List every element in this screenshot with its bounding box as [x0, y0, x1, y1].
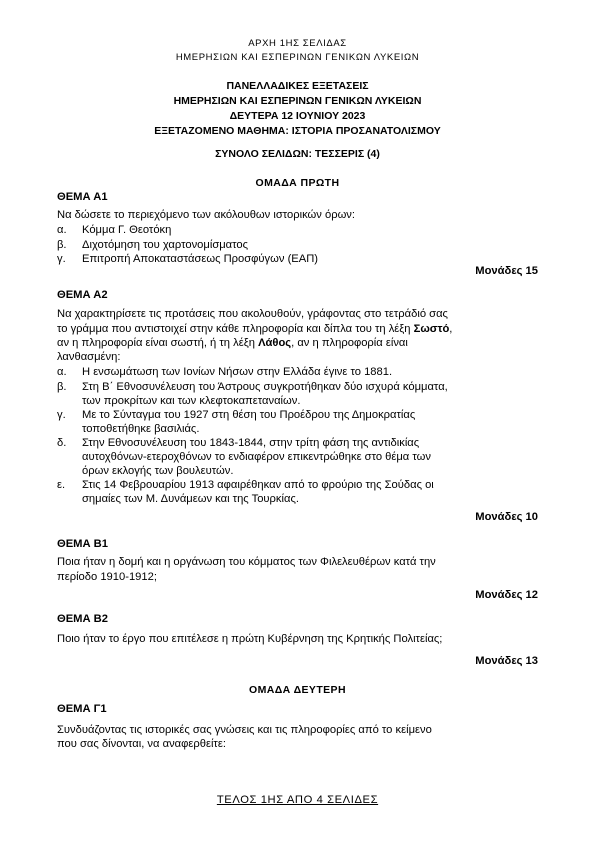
a2-item-mark: β. [57, 381, 67, 393]
a2-intro-line: Να χαρακτηρίσετε τις προτάσεις που ακολουθούν, γράφοντας στο τετράδιό σας [57, 308, 448, 320]
page-header-line2: ΗΜΕΡΗΣΙΩΝ ΚΑΙ ΕΣΠΕΡΙΝΩΝ ΓΕΝΙΚΩΝ ΛΥΚΕΙΩΝ [175, 52, 420, 63]
a2-item-text: όρων εκλογής των βουλευτών. [82, 465, 234, 477]
c1-text-line: που σας δίνονται, να αναφερθείτε: [57, 738, 226, 750]
a2-item-text: των προκρίτων και των κλεφτοκαπεταναίων. [82, 395, 301, 407]
a2-item-mark: γ. [57, 409, 66, 421]
b2-question: Ποιο ήταν το έργο που επιτέλεσε η πρώτη Κυβέρνηση της Κρητικής Πολιτείας; [57, 633, 443, 645]
a2-item-mark: α. [57, 366, 67, 378]
a1-item-mark: α. [57, 224, 67, 236]
question-a1-title: ΘΕΜΑ Α1 [57, 191, 108, 203]
a2-item-text: σημαίες των Μ. Δυνάμεων και της Τουρκίας. [82, 493, 299, 505]
a2-item-text: Η ενσωμάτωση των Ιονίων Νήσων στην Ελλάδα έγινε το 1881. [82, 366, 393, 378]
a2-item-text: Στην Εθνοσυνέλευση του 1843-1844, στην τρίτη φάση της αντιδικίας [82, 437, 420, 449]
page-header-line1: ΑΡΧΗ 1ΗΣ ΣΕΛΙΔΑΣ [248, 38, 347, 49]
page-footer: ΤΕΛΟΣ 1ΗΣ ΑΠΟ 4 ΣΕΛΙΔΕΣ [216, 794, 379, 806]
a1-item-mark: γ. [57, 253, 66, 265]
a1-item-text: Διχοτόμηση του χαρτονομίσματος [82, 239, 249, 251]
question-a1-intro: Να δώσετε το περιεχόμενο των ακόλουθων ιστορικών όρων: [57, 209, 356, 221]
a2-intro-line: το γράμμα που αντιστοιχεί στην κάθε πληροφορία και δίπλα του τη λέξη Σωστό, [57, 323, 453, 335]
a2-item-text: Με το Σύνταγμα του 1927 στη θέση του Προέδρου της Δημοκρατίας [82, 409, 416, 421]
exam-title-line2: ΗΜΕΡΗΣΙΩΝ ΚΑΙ ΕΣΠΕΡΙΝΩΝ ΓΕΝΙΚΩΝ ΛΥΚΕΙΩΝ [173, 95, 422, 107]
exam-subject: ΕΞΕΤΑΖΟΜΕΝΟ ΜΑΘΗΜΑ: ΙΣΤΟΡΙΑ ΠΡΟΣΑΝΑΤΟΛΙΣΜΟΥ [154, 125, 441, 137]
a2-item-text: αυτοχθόνων-ετεροχθόνων το ενδιαφέρον επικεντρώθηκε στο θέμα των [82, 451, 431, 463]
a2-points: Μονάδες 10 [475, 511, 538, 523]
a2-item-text: Στη Β΄ Εθνοσυνέλευση του Άστρους συγκροτήθηκαν δύο ισχυρά κόμματα, [82, 381, 448, 393]
keyword-wrong: Λάθος [258, 337, 292, 349]
question-b2-title: ΘΕΜΑ Β2 [57, 613, 108, 625]
exam-page-count: ΣΥΝΟΛΟ ΣΕΛΙΔΩΝ: ΤΕΣΣΕΡΙΣ (4) [215, 148, 380, 160]
a1-item-mark: β. [57, 239, 67, 251]
a2-intro-line: αν η πληροφορία είναι σωστή, ή τη λέξη Λάθος, αν η πληροφορία είναι [57, 337, 408, 349]
keyword-correct: Σωστό [413, 323, 450, 335]
exam-date: ΔΕΥΤΕΡΑ 12 ΙΟΥΝΙΟΥ 2023 [229, 110, 366, 122]
a2-item-text: τοποθετήθηκε βασιλιάς. [82, 423, 200, 435]
b1-points: Μονάδες 12 [475, 589, 538, 601]
c1-text-line: Συνδυάζοντας τις ιστορικές σας γνώσεις και τις πληροφορίες από το κείμενο [57, 724, 432, 736]
exam-title-line1: ΠΑΝΕΛΛΑΔΙΚΕΣ ΕΞΕΤΑΣΕΙΣ [226, 80, 369, 92]
group-one-heading: ΟΜΑΔΑ ΠΡΩΤΗ [255, 177, 340, 189]
a2-item-text: Στις 14 Φεβρουαρίου 1913 αφαιρέθηκαν από το φρούριο της Σούδας οι [82, 479, 434, 491]
a1-item-text: Κόμμα Γ. Θεοτόκη [82, 224, 172, 236]
a2-item-mark: ε. [57, 479, 66, 491]
b1-question-line: περίοδο 1910-1912; [57, 571, 157, 583]
question-a2-title: ΘΕΜΑ Α2 [57, 289, 108, 301]
question-b1-title: ΘΕΜΑ Β1 [57, 538, 108, 550]
b2-points: Μονάδες 13 [475, 655, 538, 667]
b1-question-line: Ποια ήταν η δομή και η οργάνωση του κόμματος των Φιλελευθέρων κατά την [57, 556, 436, 568]
question-c1-title: ΘΕΜΑ Γ1 [57, 703, 107, 715]
a1-item-text: Επιτροπή Αποκαταστάσεως Προσφύγων (ΕΑΠ) [82, 253, 319, 265]
a2-intro-line: λανθασμένη: [57, 351, 121, 363]
a2-item-mark: δ. [57, 437, 67, 449]
group-two-heading: ΟΜΑΔΑ ΔΕΥΤΕΡΗ [249, 684, 346, 696]
a1-points: Μονάδες 15 [475, 265, 538, 277]
